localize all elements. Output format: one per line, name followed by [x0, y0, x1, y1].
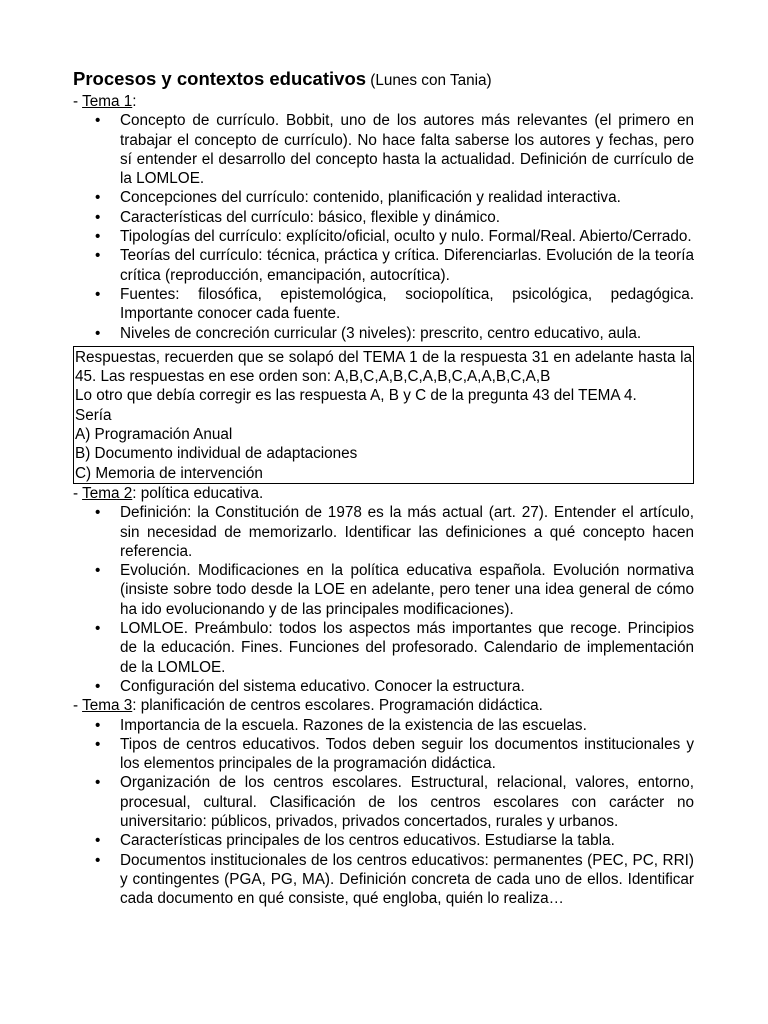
list-item-text: Tipos de centros educativos. Todos deben seguir los documentos institucionales y los elementos principales de la programación didáctica. — [120, 735, 694, 773]
tema-2-suffix: : política educativa. — [132, 484, 264, 502]
bullet-icon: • — [95, 504, 101, 522]
tema-1-suffix: : — [132, 93, 137, 110]
tema-3-heading — [73, 696, 694, 715]
answers-note-box — [73, 346, 694, 484]
title-line — [73, 68, 694, 92]
bullet-icon: • — [95, 735, 101, 753]
list-item-text: Configuración del sistema educativo. Conocer la estructura. — [120, 677, 525, 695]
list-item-text: Niveles de concreción curricular (3 niveles): prescrito, centro educativo, aula. — [120, 324, 642, 342]
list-item — [73, 285, 694, 324]
tema-2-prefix: - — [73, 484, 83, 502]
note-line: B) Documento individual de adaptaciones — [75, 445, 358, 463]
bullet-icon: • — [95, 774, 101, 792]
list-item-text: Importancia de la escuela. Razones de la existencia de las escuelas. — [120, 716, 587, 734]
note-line: Sería — [75, 406, 112, 424]
list-item-text: Documentos institucionales de los centros educativos: permanentes (PEC, PC, RRI) y contingentes (PGA, PG, MA). Definición concreta de cada uno de ellos. Identificar cada documento en qué consiste, qué engloba, quién lo realiza… — [120, 851, 694, 908]
list-item — [73, 503, 694, 561]
tema-2-heading — [73, 484, 694, 503]
note-line: C) Memoria de intervención — [75, 464, 263, 482]
bullet-icon: • — [95, 208, 101, 226]
list-item — [73, 831, 694, 850]
tema-3-prefix: - — [73, 697, 83, 715]
list-item-text: LOMLOE. Preámbulo: todos los aspectos más importantes que recoge. Principios de la educación. Fines. Funciones del profesorado. Calendario de implementación de la LOMLOE. — [120, 620, 694, 676]
list-item — [73, 735, 694, 774]
tema-1-list — [73, 111, 694, 343]
tema-1-prefix: - — [73, 93, 83, 110]
bullet-icon: • — [95, 677, 101, 695]
document-title: Procesos y contextos educativos — [73, 68, 367, 89]
list-item-text: Evolución. Modificaciones en la política educativa española. Evolución normativa (insiste sobre todo desde la LOE en adelante, pero tener una idea general de cómo ha ido evolucionando y de las principales modificaciones). — [120, 562, 694, 618]
bullet-icon: • — [95, 620, 101, 638]
list-item-text: Características principales de los centros educativos. Estudiarse la tabla. — [120, 832, 615, 850]
bullet-icon: • — [95, 247, 101, 265]
list-item — [73, 619, 694, 677]
bullet-icon: • — [95, 189, 101, 207]
list-item-text: Concepciones del currículo: contenido, planificación y realidad interactiva. — [120, 189, 621, 207]
bullet-icon: • — [95, 832, 101, 850]
list-item-text: Tipologías del currículo: explícito/oficial, oculto y nulo. Formal/Real. Abierto/Cerrado. — [120, 228, 692, 246]
list-item-text: Teorías del currículo: técnica, práctica y crítica. Diferenciarlas. Evolución de la teoría crítica (reproducción, emancipación, autocrítica). — [120, 247, 694, 284]
list-item-text: Definición: la Constitución de 1978 es la más actual (art. 27). Entender el artículo, sin necesidad de memorizarlo. Identificar las definiciones a qué concepto hacen referencia. — [120, 504, 694, 560]
list-item-text: Características del currículo: básico, flexible y dinámico. — [120, 208, 501, 226]
bullet-icon: • — [95, 112, 101, 130]
list-item — [73, 227, 694, 246]
bullet-icon: • — [95, 285, 101, 303]
list-item-text: Concepto de currículo. Bobbit, uno de los autores más relevantes (el primero en trabajar el concepto de currículo). No hace falta saberse los autores y fechas, pero sí entender el desarrollo del concepto hasta la actualidad. Definición de currículo de la LOMLOE. — [120, 112, 694, 188]
note-line: Lo otro que debía corregir es las respuesta A, B y C de la pregunta 43 del TEMA 4. — [75, 387, 637, 405]
tema-2-label: Tema 2 — [82, 484, 133, 502]
note-line: Respuestas, recuerden que se solapó del TEMA 1 de la respuesta 31 en adelante hasta la 45. Las respuestas en ese orden son: A,B,C,A,B,C,A,B,C,A,A,B,C,A,B — [75, 348, 692, 386]
tema-2-list — [73, 503, 694, 696]
tema-3-list — [73, 716, 694, 909]
list-item — [73, 677, 694, 696]
list-item — [73, 561, 694, 619]
tema-1-heading — [73, 92, 694, 111]
bullet-icon: • — [95, 851, 101, 869]
tema-1-label: Tema 1 — [82, 93, 133, 110]
list-item — [73, 188, 694, 207]
list-item — [73, 851, 694, 909]
list-item — [73, 208, 694, 227]
list-item — [73, 246, 694, 285]
list-item-text: Fuentes: filosófica, epistemológica, sociopolítica, psicológica, pedagógica. Importante conocer cada fuente. — [120, 285, 694, 323]
list-item — [73, 324, 694, 343]
tema-3-suffix: : planificación de centros escolares. Programación didáctica. — [132, 697, 543, 715]
list-item — [73, 111, 694, 188]
bullet-icon: • — [95, 228, 101, 246]
list-item — [73, 773, 694, 831]
bullet-icon: • — [95, 324, 101, 342]
note-line: A) Programación Anual — [75, 426, 233, 444]
tema-3-label: Tema 3 — [82, 697, 133, 715]
bullet-icon: • — [95, 716, 101, 734]
list-item — [73, 716, 694, 735]
list-item-text: Organización de los centros escolares. Estructural, relacional, valores, entorno, procesual, cultural. Clasificación de los centros escolares con carácter no universitario: públicos, privados, privados concertados, rurales y urbanos. — [120, 774, 694, 830]
bullet-icon: • — [95, 562, 101, 580]
document-subtitle: (Lunes con Tania) — [370, 72, 492, 89]
